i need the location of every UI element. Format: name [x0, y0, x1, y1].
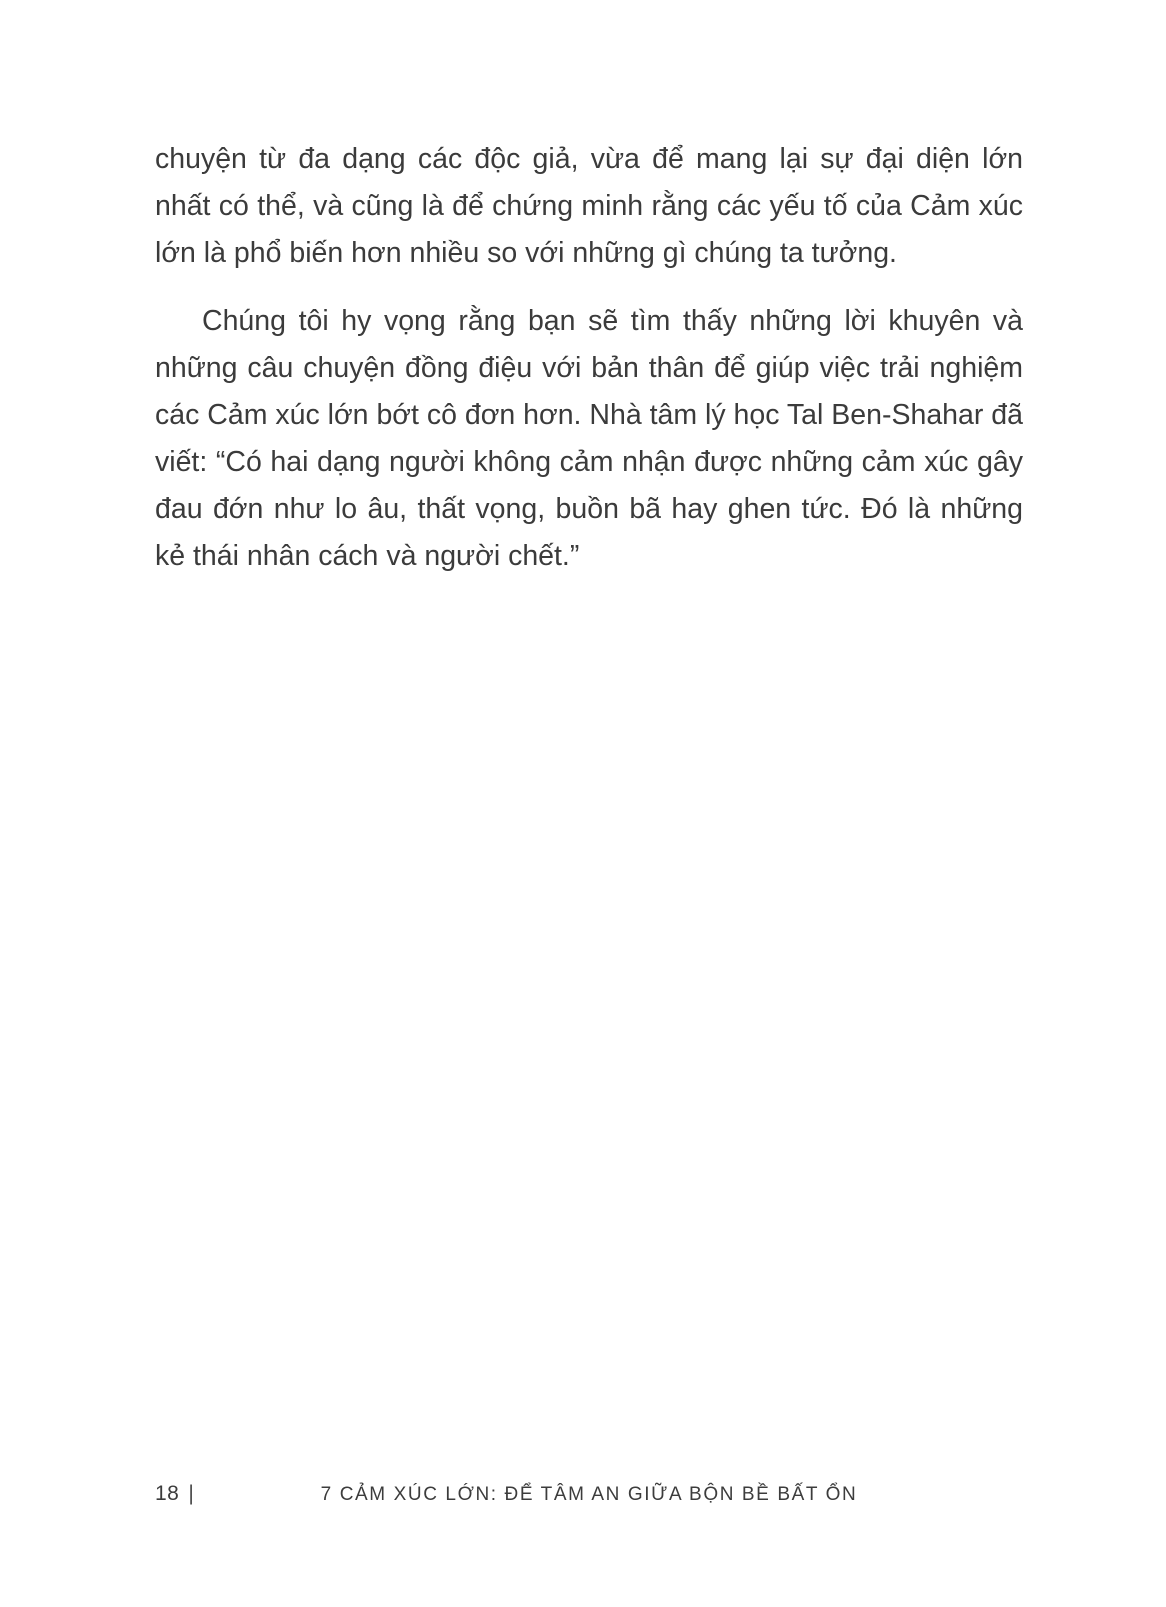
page-number: 18 [155, 1482, 180, 1505]
paragraph-continuation: chuyện từ đa dạng các độc giả, vừa để mang lại sự đại diện lớn nhất có thể, và cũng là để chứng minh rằng các yếu tố của Cảm xúc lớn là phổ biến hơn nhiều so với những gì chúng ta tưởng. [155, 143, 1023, 269]
page-footer [155, 1481, 1023, 1509]
paragraph: Chúng tôi hy vọng rằng bạn sẽ tìm thấy những lời khuyên và những câu chuyện đồng điệu với bản thân để giúp việc trải nghiệm các Cảm xúc lớn bớt cô đơn hơn. Nhà tâm lý học Tal Ben-Shahar đã viết: “Có hai dạng người không cảm nhận được những cảm xúc gây đau đớn như lo âu, thất vọng, buồn bã hay ghen tức. Đó là những kẻ thái nhân cách và người chết.” [155, 305, 1023, 572]
running-title: 7 CẢM XÚC LỚN: ĐỂ TÂM AN GIỮA BỘN BỀ BẤT ỔN [320, 1484, 858, 1505]
footer-separator: | [188, 1482, 195, 1505]
body-text [155, 136, 1023, 580]
